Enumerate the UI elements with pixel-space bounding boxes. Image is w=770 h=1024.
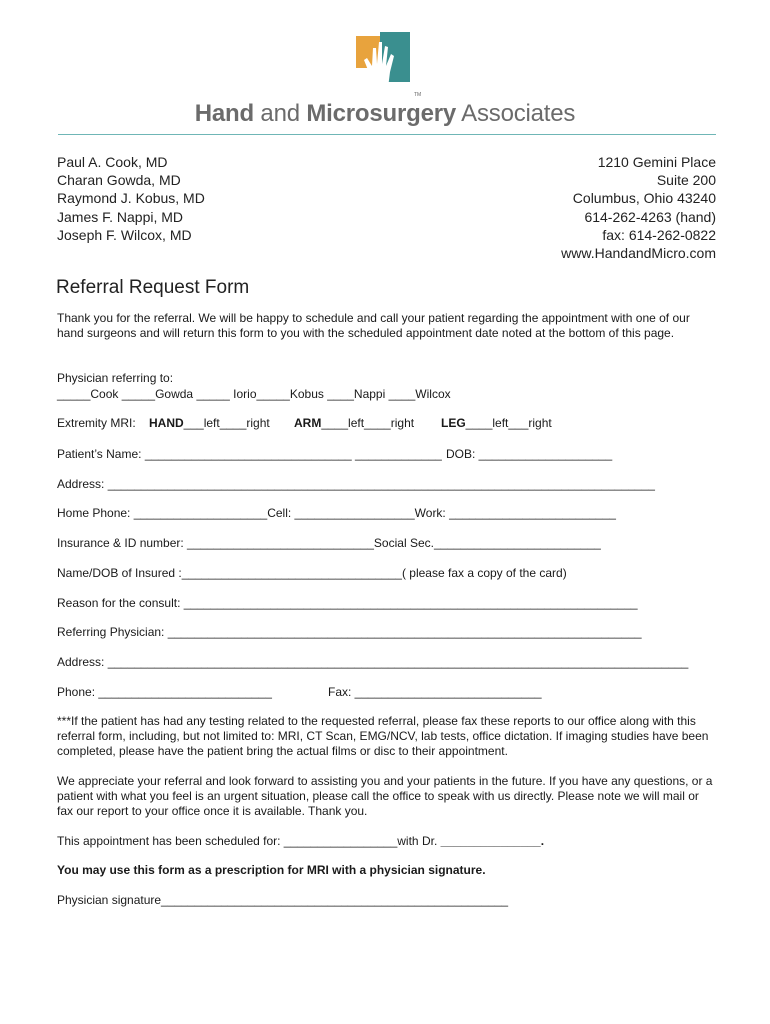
mri-arm-sides: ____left____right bbox=[321, 416, 415, 430]
form-title: Referral Request Form bbox=[56, 277, 250, 298]
doctor-list bbox=[57, 153, 205, 244]
insured-field[interactable]: Name/DOB of Insured :_________________________________( please fax a copy of the card) bbox=[57, 566, 567, 580]
brand-word-and: and bbox=[253, 100, 307, 127]
testing-note: ***If the patient has had any testing related to the requested referral, please fax these reports to our office along with this referral form, including, but not limited to: MRI, CT Scan, EMG/NCV, lab tests, office dictation. If imaging studies have been completed, please have the patient bring the actual films or disc to their appointment. bbox=[57, 714, 709, 758]
referring-physician-field[interactable]: Referring Physician: _______________________________________________________________________ bbox=[57, 625, 642, 639]
doctor-name: Charan Gowda, MD bbox=[57, 172, 181, 189]
insurance-field[interactable]: Insurance & ID number: ____________________________Social Sec._________________________ bbox=[57, 536, 601, 550]
doctor-name: Raymond J. Kobus, MD bbox=[57, 190, 205, 207]
physician-address-field[interactable]: Address: _______________________________________________________________________________________ bbox=[57, 655, 689, 669]
hand-logo bbox=[340, 32, 440, 100]
mri-hand-option[interactable] bbox=[149, 416, 270, 431]
mri-arm-option[interactable] bbox=[294, 416, 414, 431]
doctor-name: James F. Nappi, MD bbox=[57, 208, 184, 225]
doctor-name: Joseph F. Wilcox, MD bbox=[57, 226, 192, 243]
phone-field[interactable]: Phone: __________________________ bbox=[57, 685, 272, 699]
scheduled-field: This appointment has been scheduled for: _________________with Dr. bbox=[57, 834, 438, 848]
contact-suite: Suite 200 bbox=[656, 172, 716, 189]
mri-leg-sides: ____left___right bbox=[465, 416, 552, 430]
scheduled-doctor-field: _______________. bbox=[440, 834, 545, 848]
header-divider bbox=[58, 134, 716, 135]
contact-phone: 614-262-4263 (hand) bbox=[584, 208, 716, 225]
brand-word-hand: Hand bbox=[194, 100, 254, 127]
appreciation-note: We appreciate your referral and look forward to assisting you and your patients in the future. If you have any questions, or a patient with what you feel is an urgent situation, please call the office to speak with us directly. Please note we will mail or fax our report to your office once it is available. Thank you. bbox=[57, 774, 713, 818]
contact-fax: fax: 614-262-0822 bbox=[602, 226, 716, 243]
contact-website: www.HandandMicro.com bbox=[561, 245, 716, 262]
mri-row bbox=[57, 416, 717, 431]
phone-fax-row bbox=[57, 685, 717, 700]
contact-block bbox=[561, 153, 716, 262]
physician-label: Physician referring to: bbox=[57, 371, 174, 385]
contact-city: Columbus, Ohio 43240 bbox=[572, 190, 716, 207]
trademark-mark: TM bbox=[414, 92, 422, 98]
prescription-note: You may use this form as a prescription for MRI with a physician signature. bbox=[57, 863, 486, 877]
brand-name bbox=[0, 100, 770, 128]
brand-word-microsurgery: Microsurgery bbox=[306, 100, 457, 127]
fax-field[interactable]: Fax: ____________________________ bbox=[328, 685, 542, 699]
patient-name-field[interactable]: Patient’s Name: _______________________________ _____________ bbox=[57, 447, 442, 461]
address-field[interactable]: Address: __________________________________________________________________________________ bbox=[57, 477, 655, 491]
doctor-name: Paul A. Cook, MD bbox=[57, 154, 168, 170]
physician-options[interactable]: _____Cook _____Gowda _____ Iorio_____Kobus ____Nappi ____Wilcox bbox=[57, 387, 451, 401]
phones-field[interactable]: Home Phone: ____________________Cell: __________________Work: _________________________ bbox=[57, 506, 616, 520]
scheduled-row[interactable] bbox=[57, 834, 544, 849]
mri-arm-label: ARM bbox=[294, 416, 322, 430]
patient-row bbox=[57, 447, 717, 462]
dob-field[interactable]: DOB: ____________________ bbox=[446, 447, 613, 461]
mri-label: Extremity MRI: bbox=[57, 416, 136, 430]
brand-word-associates: Associates bbox=[456, 100, 576, 127]
signature-field[interactable]: Physician signature____________________________________________________ bbox=[57, 893, 509, 907]
intro-paragraph: Thank you for the referral. We will be happy to schedule and call your patient regarding the appointment with one of our hand surgeons and will return this form to you with the scheduled appointment date noted at the bottom of this page. bbox=[57, 311, 690, 340]
mri-leg-label: LEG bbox=[441, 416, 466, 430]
mri-hand-sides: ___left____right bbox=[183, 416, 270, 430]
reason-field[interactable]: Reason for the consult: ____________________________________________________________________ bbox=[57, 596, 638, 610]
contact-street: 1210 Gemini Place bbox=[597, 154, 716, 170]
mri-leg-option[interactable] bbox=[441, 416, 552, 431]
mri-hand-label: HAND bbox=[149, 416, 184, 430]
